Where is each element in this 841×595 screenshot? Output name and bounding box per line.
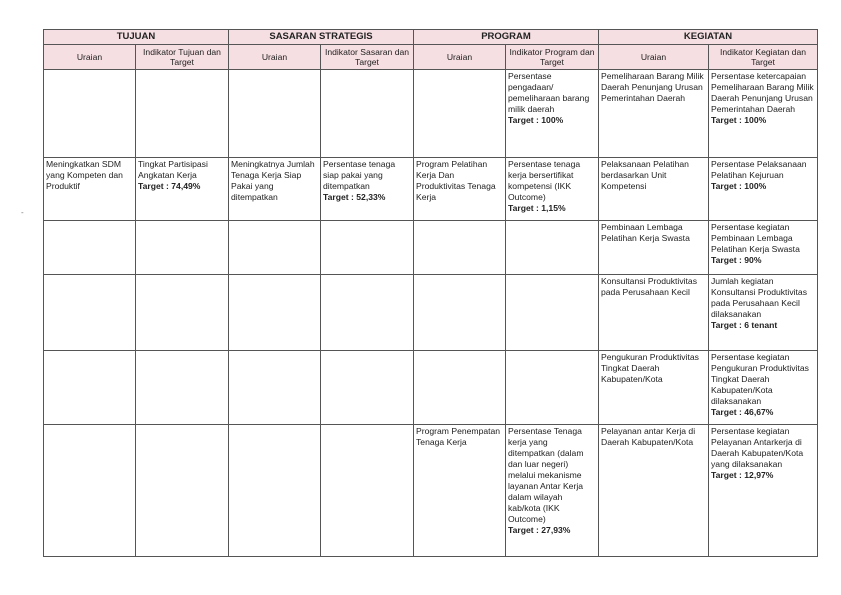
tujuan-indikator-cell: Tingkat Partisipasi Angkatan Kerja Target : 74,49%: [136, 158, 229, 221]
column-header-tujuan-uraian: Uraian: [44, 45, 136, 70]
kegiatan-uraian-cell: Pembinaan Lembaga Pelatihan Kerja Swasta: [599, 221, 709, 275]
kegiatan-indikator-cell: Jumlah kegiatan Konsultansi Produktivitas pada Perusahaan Kecil dilaksanakan Target : 6 tenant: [709, 275, 818, 351]
kegiatan-indikator-cell: Persentase kegiatan Pembinaan Lembaga Pelatihan Kerja Swasta Target : 90%: [709, 221, 818, 275]
sasaran-indikator-cell: [321, 221, 414, 275]
tujuan-indikator-cell: [136, 351, 229, 425]
tujuan-uraian-cell: Meningkatkan SDM yang Kompeten dan Produktif: [44, 158, 136, 221]
sasaran-uraian-cell: [229, 70, 321, 158]
sasaran-indikator-cell: [321, 351, 414, 425]
sasaran-indikator-cell: Persentase tenaga siap pakai yang ditempatkan Target : 52,33%: [321, 158, 414, 221]
tujuan-indikator-cell: [136, 275, 229, 351]
kegiatan-uraian-cell: Pemeliharaan Barang Milik Daerah Penunjang Urusan Pemerintahan Daerah: [599, 70, 709, 158]
tujuan-uraian-cell: [44, 70, 136, 158]
program-indikator-cell: Persentase Tenaga kerja yang ditempatkan (dalam dan luar negeri) melalui mekanisme layanan Antar Kerja dalam wilayah kab/kota (IKK Outcome) Target : 27,93%: [506, 425, 599, 557]
sasaran-uraian-cell: [229, 275, 321, 351]
sasaran-uraian-cell: [229, 221, 321, 275]
kegiatan-indikator-cell: Persentase kegiatan Pelayanan Antarkerja di Daerah Kabupaten/Kota yang dilaksanakan Target : 12,97%: [709, 425, 818, 557]
tujuan-indikator-cell: [136, 70, 229, 158]
kegiatan-indikator-cell: Persentase Pelaksanaan Pelatihan Kejuruan Target : 100%: [709, 158, 818, 221]
column-header-sasaran-uraian: Uraian: [229, 45, 321, 70]
program-uraian-cell: [414, 221, 506, 275]
tujuan-uraian-cell: [44, 221, 136, 275]
group-header-program: PROGRAM: [414, 30, 599, 45]
program-indikator-cell: Persentase tenaga kerja bersertifikat kompetensi (IKK Outcome) Target : 1,15%: [506, 158, 599, 221]
table-row: [44, 221, 818, 275]
sasaran-indikator-cell: [321, 70, 414, 158]
program-indikator-cell: [506, 221, 599, 275]
kegiatan-uraian-cell: Pengukuran Produktivitas Tingkat Daerah Kabupaten/Kota: [599, 351, 709, 425]
kegiatan-indikator-cell: Persentase ketercapaian Pemeliharaan Barang Milik Daerah Penunjang Urusan Pemerintahan Daerah Target : 100%: [709, 70, 818, 158]
kegiatan-uraian-cell: Pelaksanaan Pelatihan berdasarkan Unit Kompetensi: [599, 158, 709, 221]
column-header-kegiatan-indikator: Indikator Kegiatan dan Target: [709, 45, 818, 70]
table-row: [44, 70, 818, 158]
column-header-tujuan-indikator: Indikator Tujuan dan Target: [136, 45, 229, 70]
kegiatan-uraian-cell: Konsultansi Produktivitas pada Perusahaan Kecil: [599, 275, 709, 351]
sasaran-indikator-cell: [321, 425, 414, 557]
program-indikator-cell: [506, 275, 599, 351]
table-row: [44, 425, 818, 557]
tujuan-uraian-cell: [44, 351, 136, 425]
kegiatan-indikator-cell: Persentase kegiatan Pengukuran Produktivitas Tingkat Daerah Kabupaten/Kota dilaksanakan Target : 46,67%: [709, 351, 818, 425]
sasaran-uraian-cell: [229, 351, 321, 425]
program-uraian-cell: Program Penempatan Tenaga Kerja: [414, 425, 506, 557]
tujuan-indikator-cell: [136, 425, 229, 557]
program-uraian-cell: [414, 351, 506, 425]
table-row: [44, 275, 818, 351]
sasaran-uraian-cell: Meningkatnya Jumlah Tenaga Kerja Siap Pakai yang ditempatkan: [229, 158, 321, 221]
tujuan-uraian-cell: [44, 275, 136, 351]
program-indikator-cell: [506, 351, 599, 425]
column-header-program-uraian: Uraian: [414, 45, 506, 70]
group-header-tujuan: TUJUAN: [44, 30, 229, 45]
kegiatan-uraian-cell: Pelayanan antar Kerja di Daerah Kabupaten/Kota: [599, 425, 709, 557]
column-header-sasaran-indikator: Indikator Sasaran dan Target: [321, 45, 414, 70]
sasaran-indikator-cell: [321, 275, 414, 351]
program-indikator-cell: Persentase pengadaan/ pemeliharaan barang milik daerah Target : 100%: [506, 70, 599, 158]
table-row: [44, 158, 818, 221]
table-row: [44, 351, 818, 425]
program-uraian-cell: [414, 70, 506, 158]
tujuan-uraian-cell: [44, 425, 136, 557]
tujuan-indikator-cell: [136, 221, 229, 275]
column-header-kegiatan-uraian: Uraian: [599, 45, 709, 70]
group-header-sasaran: SASARAN STRATEGIS: [229, 30, 414, 45]
column-header-program-indikator: Indikator Program dan Target: [506, 45, 599, 70]
program-uraian-cell: Program Pelatihan Kerja Dan Produktivitas Tenaga Kerja: [414, 158, 506, 221]
renstra-table: [43, 29, 818, 557]
program-uraian-cell: [414, 275, 506, 351]
group-header-kegiatan: KEGIATAN: [599, 30, 818, 45]
scan-mark: -: [21, 208, 24, 217]
sasaran-uraian-cell: [229, 425, 321, 557]
